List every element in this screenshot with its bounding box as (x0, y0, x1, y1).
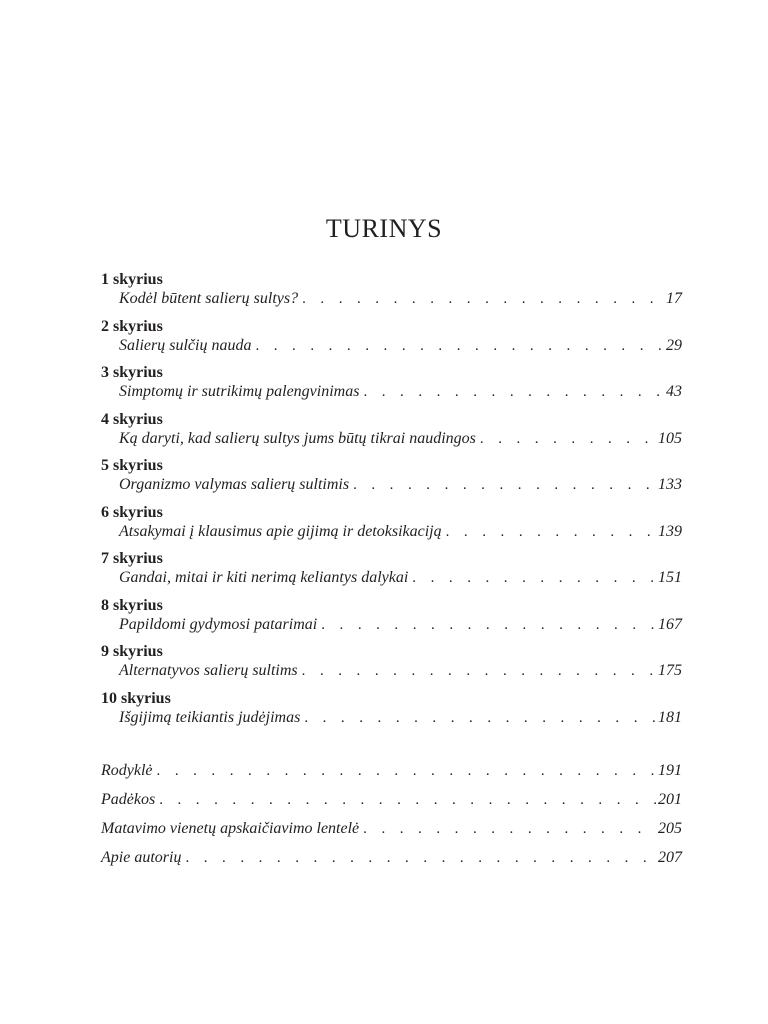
toc-entry[interactable] (119, 707, 682, 729)
backmatter-item-about-author[interactable] (101, 847, 682, 876)
entry-title: Ką daryti, kad salierų sultys jums būtų tikrai naudingos (119, 429, 476, 447)
page-number: 191 (658, 762, 682, 779)
page-number: 105 (658, 429, 682, 447)
dot-leader (157, 760, 656, 782)
toc-chapter-2 (101, 317, 682, 364)
dot-leader (363, 381, 664, 403)
page-number: 43 (666, 383, 682, 400)
entry-title: Simptomų ir sutrikimų palengvinimas (119, 383, 360, 400)
toc-entry[interactable] (119, 381, 682, 403)
page-number: 139 (658, 522, 682, 540)
chapter-label: 3 skyrius (101, 364, 163, 381)
toc-chapter-7 (101, 549, 682, 596)
chapter-label: 8 skyrius (101, 596, 163, 614)
page-number: 133 (658, 476, 682, 493)
entry-title: Atsakymai į klausimus apie gijimą ir detoksikaciją (119, 522, 442, 540)
page-number: 207 (658, 849, 682, 866)
entry-title: Alternatyvos salierų sultims (119, 662, 298, 679)
toc-chapter-1 (101, 270, 682, 317)
entry-title: Kodėl būtent salierų sultys? (119, 290, 299, 307)
chapter-label: 1 skyrius (101, 271, 163, 288)
dot-leader (255, 335, 664, 357)
entry-title: Papildomi gydymosi patarimai (119, 615, 318, 633)
chapter-label: 7 skyrius (101, 550, 163, 567)
toc-entry[interactable] (119, 614, 682, 636)
chapter-label: 4 skyrius (101, 410, 163, 428)
page-number: 167 (658, 615, 682, 633)
dot-leader (412, 567, 656, 589)
backmatter-list (101, 760, 682, 876)
dot-leader (446, 521, 656, 543)
toc-entry[interactable] (119, 660, 682, 682)
toc-entry[interactable] (119, 335, 682, 357)
entry-title: Rodyklė (101, 762, 153, 779)
chapter-label: 2 skyrius (101, 317, 163, 335)
toc-chapter-4 (101, 410, 682, 457)
toc-entry[interactable] (119, 474, 682, 496)
page-number: 17 (666, 290, 682, 307)
entry-title: Apie autorių (101, 849, 182, 866)
chapter-label: 5 skyrius (101, 457, 163, 474)
dot-leader (304, 707, 656, 729)
entry-title: Padėkos (101, 791, 156, 808)
page-number: 151 (658, 569, 682, 586)
toc-chapter-6 (101, 503, 682, 550)
chapter-label: 10 skyrius (101, 689, 171, 707)
dot-leader (480, 428, 656, 450)
page-number: 201 (658, 791, 682, 808)
toc-entry[interactable] (119, 428, 682, 450)
dot-leader (185, 847, 656, 869)
table-of-contents (101, 270, 682, 735)
entry-title: Organizmo valymas salierų sultimis (119, 476, 350, 493)
chapter-label: 9 skyrius (101, 643, 163, 660)
dot-leader (353, 474, 656, 496)
dot-leader (321, 614, 656, 636)
backmatter-item-index[interactable] (101, 760, 682, 789)
page-number: 29 (666, 336, 682, 354)
toc-chapter-9 (101, 642, 682, 689)
page-title: TURINYS (325, 214, 443, 243)
toc-entry[interactable] (119, 521, 682, 543)
entry-title: Matavimo vienetų apskaičiavimo lentelė (101, 820, 360, 837)
page-number: 205 (658, 820, 682, 837)
dot-leader (302, 660, 656, 682)
toc-entry[interactable] (119, 567, 682, 589)
page-number: 175 (658, 662, 682, 679)
backmatter-item-conversion-table[interactable] (101, 818, 682, 847)
toc-chapter-8 (101, 596, 682, 643)
entry-title: Išgijimą teikiantis judėjimas (119, 708, 301, 726)
toc-chapter-10 (101, 689, 682, 736)
toc-entry[interactable] (119, 288, 682, 310)
backmatter-item-acknowledgements[interactable] (101, 789, 682, 818)
dot-leader (363, 818, 656, 840)
chapter-label: 6 skyrius (101, 503, 163, 521)
toc-chapter-3 (101, 363, 682, 410)
toc-chapter-5 (101, 456, 682, 503)
dot-leader (302, 288, 664, 310)
dot-leader (159, 789, 656, 811)
entry-title: Salierų sulčių nauda (119, 336, 252, 354)
page-number: 181 (658, 708, 682, 726)
entry-title: Gandai, mitai ir kiti nerimą keliantys dalykai (119, 569, 409, 586)
